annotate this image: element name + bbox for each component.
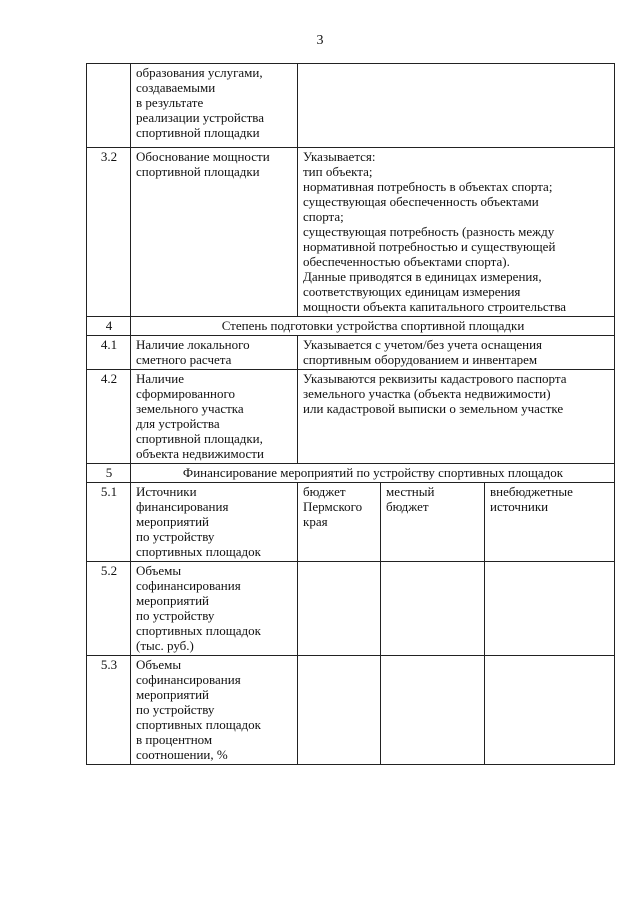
cell-line: Объемы [136,657,182,672]
cell-line: мероприятий [136,514,209,529]
row-number: 5.3 [87,656,131,765]
cell-line: источники [490,499,549,514]
cell-line: Наличие [136,371,184,386]
cell-line: земельного участка (объекта недвижимости) [303,386,551,401]
row-name [131,64,298,148]
cell-line: бюджет [386,499,429,514]
row-value [298,64,615,148]
cell-line: спортивной площадки [136,125,260,140]
row-number: 4.2 [87,370,131,464]
cell-line: спортивных площадок [136,623,261,638]
cell-line: Пермского [303,499,363,514]
section-title: Степень подготовки устройства спортивной площадки [131,317,615,336]
cell-line: образования услугами, [136,65,263,80]
section-number: 5 [87,464,131,483]
cell-line: края [303,514,328,529]
row-value [298,336,615,370]
cell-line: сформированного [136,386,235,401]
funding-regional-budget [298,483,381,562]
cell-line: мероприятий [136,687,209,702]
row-name [131,656,298,765]
section-header-row-4 [87,317,615,336]
cell-line: мероприятий [136,593,209,608]
cell-line: создаваемыми [136,80,216,95]
cell-line: спортивной площадки [136,164,260,179]
row-name [131,483,298,562]
row-value [298,370,615,464]
cell-line: в процентном [136,732,213,747]
cell-line: финансирования [136,499,229,514]
row-value [298,148,615,317]
row-number [87,64,131,148]
cell-line: местный [386,484,435,499]
cell-line: сметного расчета [136,352,232,367]
cell-line: Указывается с учетом/без учета оснащения [303,337,543,352]
table-row-3-2 [87,148,615,317]
empty-cell [381,656,485,765]
cell-line: спортивных площадок [136,544,261,559]
row-name [131,370,298,464]
table-row-5-2 [87,562,615,656]
cell-line: мощности объекта капитального строительства [303,299,567,314]
cell-line: Данные приводятся в единицах измерения, [303,269,542,284]
section-number: 4 [87,317,131,336]
funding-local-budget [381,483,485,562]
row-number: 4.1 [87,336,131,370]
cell-line: по устройству [136,702,215,717]
cell-line: Указываются реквизиты кадастрового паспорта [303,371,567,386]
table-row-4-1 [87,336,615,370]
funding-extrabudgetary [485,483,615,562]
cell-line: нормативная потребность в объектах спорта; [303,179,553,194]
empty-cell [298,562,381,656]
cell-line: существующая потребность (разность между [303,224,555,239]
cell-line: спортивной площадки, [136,431,263,446]
cell-line: бюджет [303,484,346,499]
cell-line: земельного участка [136,401,244,416]
cell-line: реализации устройства [136,110,265,125]
cell-line: обеспеченностью объектами спорта). [303,254,510,269]
table-row-3-1-continued [87,64,615,148]
cell-line: софинансирования [136,672,241,687]
section-header-row-5 [87,464,615,483]
empty-cell [485,562,615,656]
cell-line: спортивным оборудованием и инвентарем [303,352,538,367]
cell-line: (тыс. руб.) [136,638,194,653]
empty-cell [485,656,615,765]
row-name [131,148,298,317]
cell-line: по устройству [136,529,215,544]
page-number: 3 [316,33,324,48]
table-row-5-3 [87,656,615,765]
row-number: 5.2 [87,562,131,656]
cell-line: соответствующих единицам измерения [303,284,521,299]
table-row-4-2 [87,370,615,464]
cell-line: Наличие локального [136,337,250,352]
cell-line: соотношении, % [136,747,228,762]
cell-line: по устройству [136,608,215,623]
cell-line: Обоснование мощности [136,149,270,164]
section-title: Финансирование мероприятий по устройству спортивных площадок [131,464,615,483]
cell-line: Источники [136,484,197,499]
cell-line: тип объекта; [303,164,373,179]
project-passport-table [86,63,615,765]
cell-line: Указывается: [303,149,376,164]
empty-cell [298,656,381,765]
row-name [131,562,298,656]
cell-line: объекта недвижимости [136,446,264,461]
row-name [131,336,298,370]
cell-line: спортивных площадок [136,717,261,732]
row-number: 3.2 [87,148,131,317]
empty-cell [381,562,485,656]
cell-line: Объемы [136,563,182,578]
cell-line: нормативной потребностью и существующей [303,239,556,254]
cell-line: существующая обеспеченность объектами [303,194,539,209]
cell-line: для устройства [136,416,220,431]
cell-line: или кадастровой выписки о земельном участке [303,401,564,416]
cell-line: спорта; [303,209,344,224]
row-number: 5.1 [87,483,131,562]
cell-line: софинансирования [136,578,241,593]
table-row-5-1 [87,483,615,562]
cell-line: в результате [136,95,204,110]
cell-line: внебюджетные [490,484,573,499]
